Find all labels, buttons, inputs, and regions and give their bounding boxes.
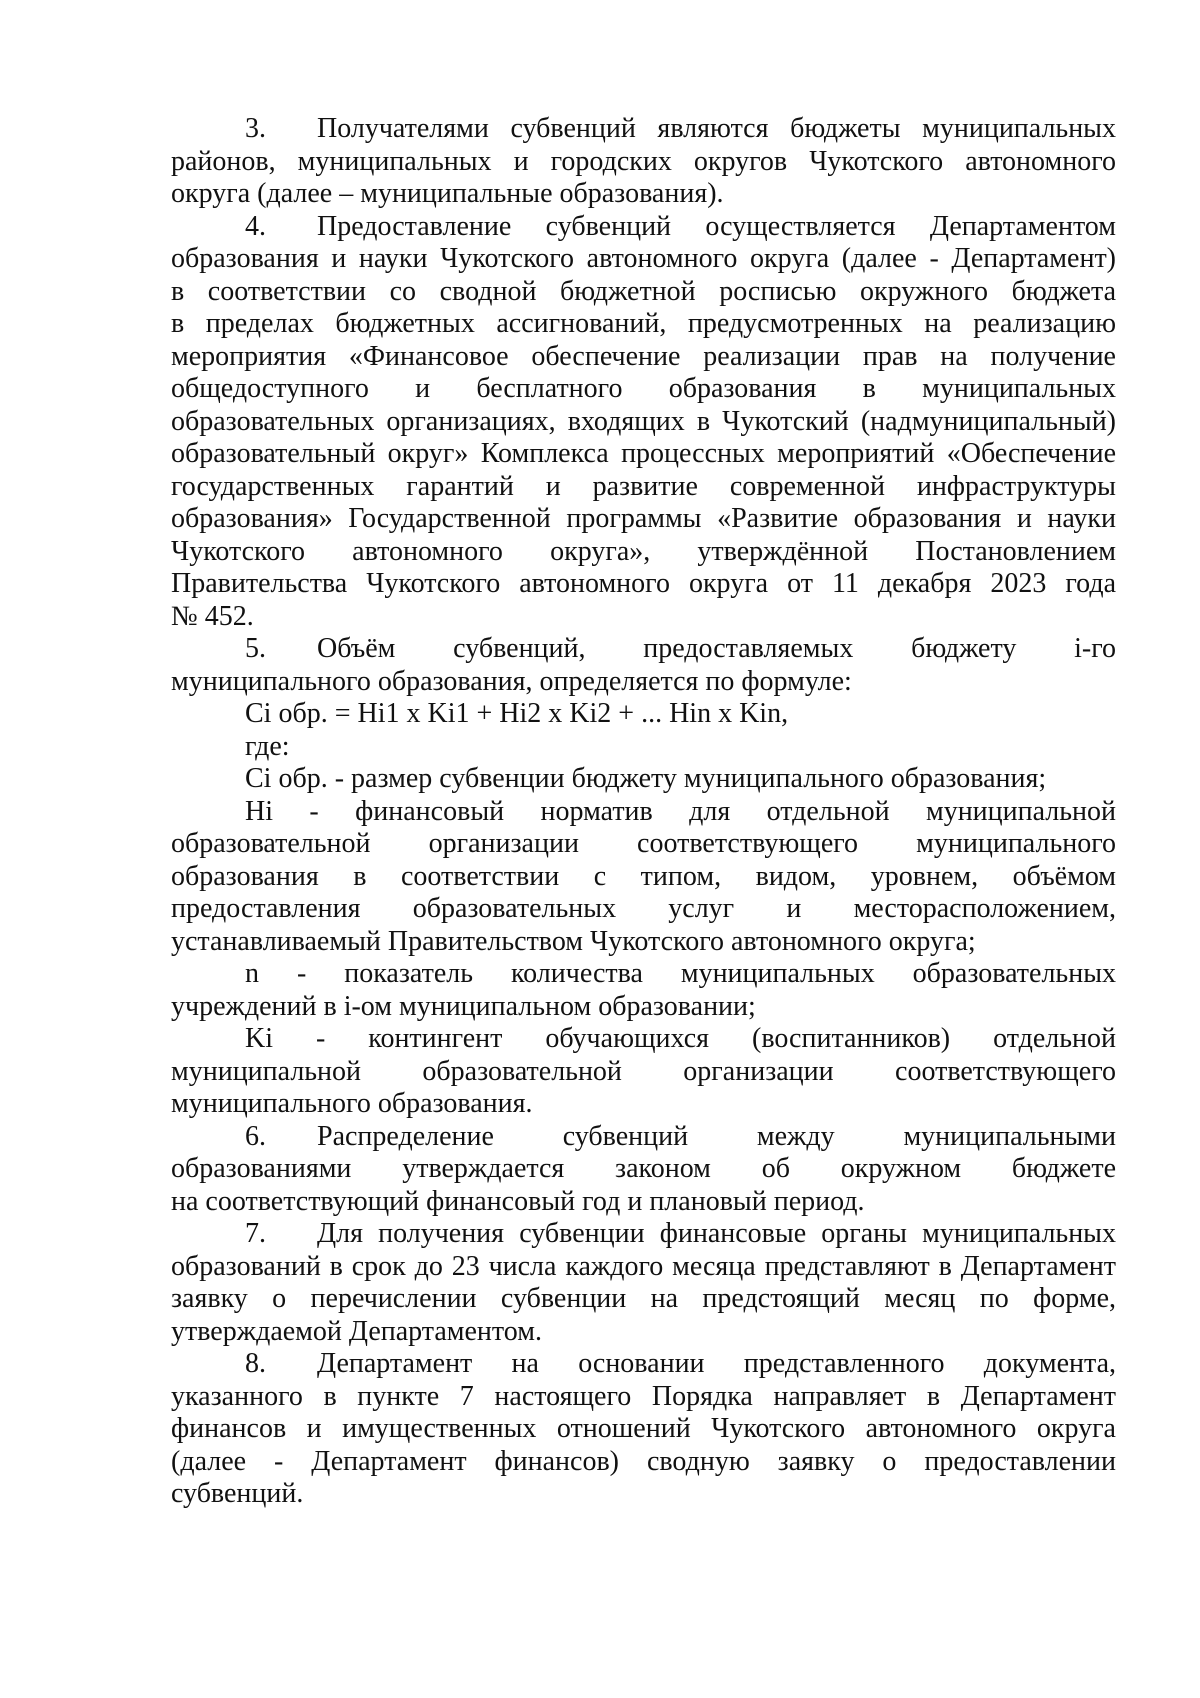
paragraph-text: № 452.: [171, 600, 254, 632]
definition-line: Hi - финансовый норматив для отдельной муниципальной: [245, 795, 1116, 827]
definition-line: Ki - контингент обучающихся (воспитанников) отдельной: [245, 1023, 1116, 1054]
paragraph-line: [171, 113, 1116, 146]
definition-line: образования в соответствии с типом, видом, уровнем, объёмом: [171, 860, 1116, 892]
definition-line: муниципального образования.: [171, 1088, 533, 1119]
paragraph-number: 6.: [245, 1120, 266, 1152]
paragraph-text: образованиями утверждается законом об окружном бюджете: [171, 1153, 1116, 1184]
numbered-paragraph: [171, 1218, 1116, 1348]
paragraph-text: финансов и имущественных отношений Чукотского автономного округа: [171, 1413, 1116, 1444]
paragraph-line: [171, 1218, 1116, 1251]
paragraph-line: [171, 1153, 1116, 1186]
paragraph-line: [171, 438, 1116, 471]
definition-line: Ci обр. - размер субвенции бюджету муниципального образования;: [245, 763, 1047, 794]
paragraph-line: [171, 243, 1116, 276]
paragraph-line: [171, 568, 1116, 601]
paragraph-line: [171, 276, 1116, 309]
paragraph-text: в соответствии со сводной бюджетной росписью окружного бюджета: [171, 275, 1116, 307]
numbered-paragraph: [171, 1348, 1116, 1511]
formula-where: где:: [245, 730, 290, 762]
document-page: [171, 113, 1116, 1511]
formula-expression: Ci обр. = Hi1 x Ki1 + Hi2 x Ki2 + ... Hin x Kin,: [245, 698, 789, 729]
paragraph-text: образовательных организациях, входящих в Чукотский (надмуниципальный): [171, 405, 1116, 437]
paragraph-line: [171, 1316, 1116, 1349]
paragraph-line: [171, 666, 1116, 699]
definition-line: устанавливаемый Правительством Чукотского автономного округа;: [171, 925, 976, 957]
paragraph-line: [171, 308, 1116, 341]
paragraph-line: [171, 633, 1116, 666]
paragraph-text: утверждаемой Департаментом.: [171, 1315, 542, 1347]
paragraph-text: районов, муниципальных и городских округов Чукотского автономного: [171, 145, 1116, 177]
paragraph-text: образования» Государственной программы «Развитие образования и науки: [171, 503, 1116, 534]
paragraph-text: на соответствующий финансовый год и плановый период.: [171, 1185, 865, 1217]
definition-line: n - показатель количества муниципальных образовательных: [245, 958, 1116, 989]
paragraph-text: заявку о перечислении субвенции на предстоящий месяц по форме,: [171, 1283, 1116, 1314]
paragraph-line: [171, 406, 1116, 439]
paragraph-text: в пределах бюджетных ассигнований, предусмотренных на реализацию: [171, 308, 1116, 339]
definition-line: муниципальной образовательной организации соответствующего: [171, 1055, 1116, 1087]
paragraph-text: Предоставление субвенций осуществляется Департаментом: [317, 210, 1116, 242]
paragraph-text: указанного в пункте 7 настоящего Порядка направляет в Департамент: [171, 1380, 1116, 1412]
paragraph-line: [171, 503, 1116, 536]
paragraph-text: Для получения субвенции финансовые органы муниципальных: [317, 1218, 1116, 1249]
numbered-paragraph: [171, 1121, 1116, 1219]
paragraph-line: [171, 1413, 1116, 1446]
paragraph-number: 4.: [245, 210, 266, 242]
numbered-paragraph: [171, 113, 1116, 211]
paragraph-line: [171, 373, 1116, 406]
paragraph-text: образований в срок до 23 числа каждого месяца представляют в Департамент: [171, 1250, 1116, 1282]
paragraph-line: [171, 1446, 1116, 1479]
paragraph-text: образования и науки Чукотского автономного округа (далее - Департамент): [171, 243, 1116, 274]
paragraph-text: мероприятия «Финансовое обеспечение реализации прав на получение: [171, 340, 1116, 372]
paragraph-text: образовательный округ» Комплекса процессных мероприятий «Обеспечение: [171, 438, 1116, 469]
paragraph-text: Распределение субвенций между муниципальными: [317, 1120, 1116, 1152]
paragraph-line: [171, 1478, 1116, 1511]
formula-definition: [171, 1023, 1116, 1121]
paragraph-number: 5.: [245, 633, 266, 664]
paragraph-line: [171, 1186, 1116, 1219]
paragraph-number: 7.: [245, 1218, 266, 1249]
formula-definition: [171, 796, 1116, 959]
paragraph-line: [171, 536, 1116, 569]
definition-line: образовательной организации соответствующего муниципального: [171, 828, 1116, 859]
definition-line: учреждений в i-ом муниципальном образовании;: [171, 990, 756, 1022]
paragraph-text: Объём субвенций, предоставляемых бюджету i-го: [317, 633, 1116, 664]
paragraph-number: 8.: [245, 1348, 266, 1379]
paragraph-line: [171, 211, 1116, 244]
paragraph-line: [171, 146, 1116, 179]
paragraph-line: [171, 1121, 1116, 1154]
paragraph-text: Получателями субвенций являются бюджеты муниципальных: [317, 113, 1116, 144]
formula-definition: [171, 763, 1116, 796]
paragraph-text: муниципального образования, определяется по формуле:: [171, 665, 852, 697]
paragraph-text: Департамент на основании представленного документа,: [317, 1348, 1116, 1379]
paragraph-text: (далее - Департамент финансов) сводную заявку о предоставлении: [171, 1445, 1116, 1477]
definition-line: предоставления образовательных услуг и месторасположением,: [171, 893, 1116, 924]
paragraph-line: [171, 1381, 1116, 1414]
paragraph-line: [171, 178, 1116, 211]
paragraph-text: Чукотского автономного округа», утверждённой Постановлением: [171, 535, 1116, 567]
paragraph-text: общедоступного и бесплатного образования в муниципальных: [171, 373, 1116, 404]
paragraph-line: [171, 1283, 1116, 1316]
paragraph-line: [171, 471, 1116, 504]
numbered-paragraph: [171, 633, 1116, 698]
paragraph-line: [171, 341, 1116, 374]
paragraph-text: субвенций.: [171, 1478, 304, 1509]
paragraph-line: [171, 601, 1116, 634]
paragraph-number: 3.: [245, 113, 266, 144]
paragraph-line: [171, 1251, 1116, 1284]
paragraph-text: Правительства Чукотского автономного округа от 11 декабря 2023 года: [171, 568, 1116, 599]
formula-definition: [171, 958, 1116, 1023]
paragraph-line: [171, 1348, 1116, 1381]
numbered-paragraph: [171, 211, 1116, 634]
paragraph-text: округа (далее – муниципальные образования).: [171, 178, 724, 209]
paragraph-text: государственных гарантий и развитие современной инфраструктуры: [171, 470, 1116, 502]
